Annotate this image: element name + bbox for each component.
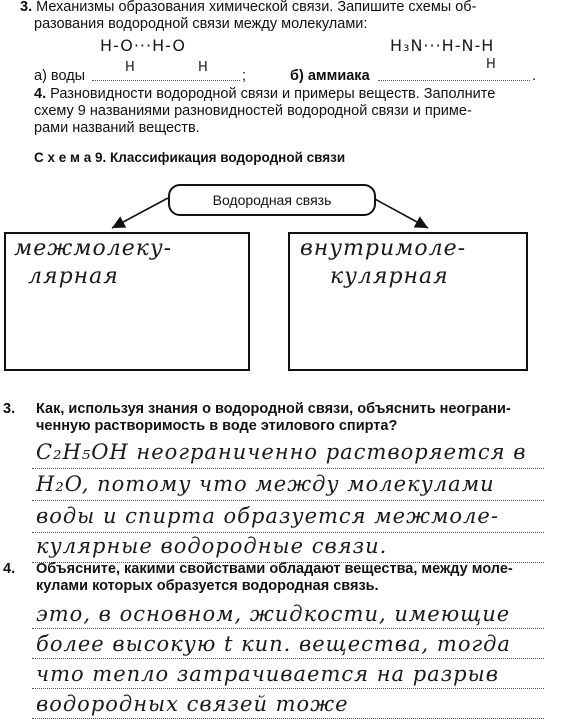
task4-number: 4. <box>34 86 47 102</box>
scheme-root-label: Водородная связь <box>212 192 332 208</box>
task3-line2: разования водородной связи между молекулами: <box>34 16 368 32</box>
task4-line2: схему 9 названиями разновидностей водородной связи и приме- <box>34 103 472 119</box>
q4-number: 4. <box>3 561 16 577</box>
q3-line1: Как, используя знания о водородной связи, объяснить неограни- <box>36 401 511 417</box>
task3-text1: Механизмы образования химической связи. Запишите схемы об- <box>36 0 477 15</box>
left-hand-1: межмолеку- <box>14 236 173 261</box>
q3-answer-line-2 <box>32 500 544 501</box>
scheme-title-text: Классификация водородной связи <box>110 150 346 165</box>
q3-answer-2: H₂O, потому что между молекулами <box>36 472 495 496</box>
right-hand-1: внутримоле- <box>300 236 467 261</box>
q3-answer-4: кулярные водородные связи. <box>36 534 388 558</box>
q4-answer-4: водородных связей тоже <box>36 692 349 716</box>
q4-line2: кулами которых образуется водородная связь. <box>36 578 379 594</box>
water-label: а) воды <box>34 68 86 84</box>
ammonia-label: б) аммиака <box>290 68 370 84</box>
q3-number: 3. <box>3 401 16 417</box>
water-answer-line <box>92 80 240 81</box>
water-sketch-h2: H <box>198 60 209 75</box>
task4-text1: Разновидности водородной связи и примеры веществ. Заполните <box>50 86 496 102</box>
q4-answer-line-1 <box>32 628 544 629</box>
q4-answer-2: более высокую t кип. вещества, тогда <box>36 632 511 656</box>
water-sketch-h1: H <box>125 60 136 75</box>
scheme-title <box>34 149 345 167</box>
q3-answer-1: C₂H₅OH неограниченно растворяется в <box>36 440 527 464</box>
task3-number: 3. <box>20 0 33 15</box>
q4-answer-line-2 <box>32 658 544 659</box>
q3-line2: ченную растворимость в воде этилового спирта? <box>36 418 398 434</box>
scheme-root-box <box>168 184 376 216</box>
q4-answer-3: что тепло затрачивается на разрыв <box>36 662 499 686</box>
arrow-left <box>112 198 168 228</box>
q4-answer-line-4 <box>32 718 544 719</box>
water-end: ; <box>242 68 247 84</box>
q4-answer-1: это, в основном, жидкости, имеющие <box>36 602 511 626</box>
ammonia-answer-line <box>378 80 530 81</box>
ammonia-end: . <box>532 68 537 84</box>
scheme-prefix: С х е м а 9. <box>34 150 107 165</box>
task3-line1 <box>20 0 476 16</box>
q3-answer-line-1 <box>32 468 544 469</box>
task4-line1 <box>34 85 495 103</box>
q4-answer-line-3 <box>32 688 544 689</box>
task4-line3: рами названий веществ. <box>34 120 200 136</box>
q3-answer-3: воды и спирта образуется межмоле- <box>36 504 499 528</box>
ammonia-sketch: H₃N···H-N-H <box>390 36 495 55</box>
ammonia-sketch-h: H <box>486 57 497 72</box>
arrow-right <box>373 198 428 228</box>
right-hand-2: кулярная <box>330 264 449 289</box>
left-hand-2: лярная <box>28 264 119 289</box>
q4-line1: Объясните, какими свойствами обладают вещества, между моле- <box>36 561 513 577</box>
water-sketch: H-O···H-O <box>100 36 186 55</box>
q3-answer-line-3 <box>32 532 544 533</box>
